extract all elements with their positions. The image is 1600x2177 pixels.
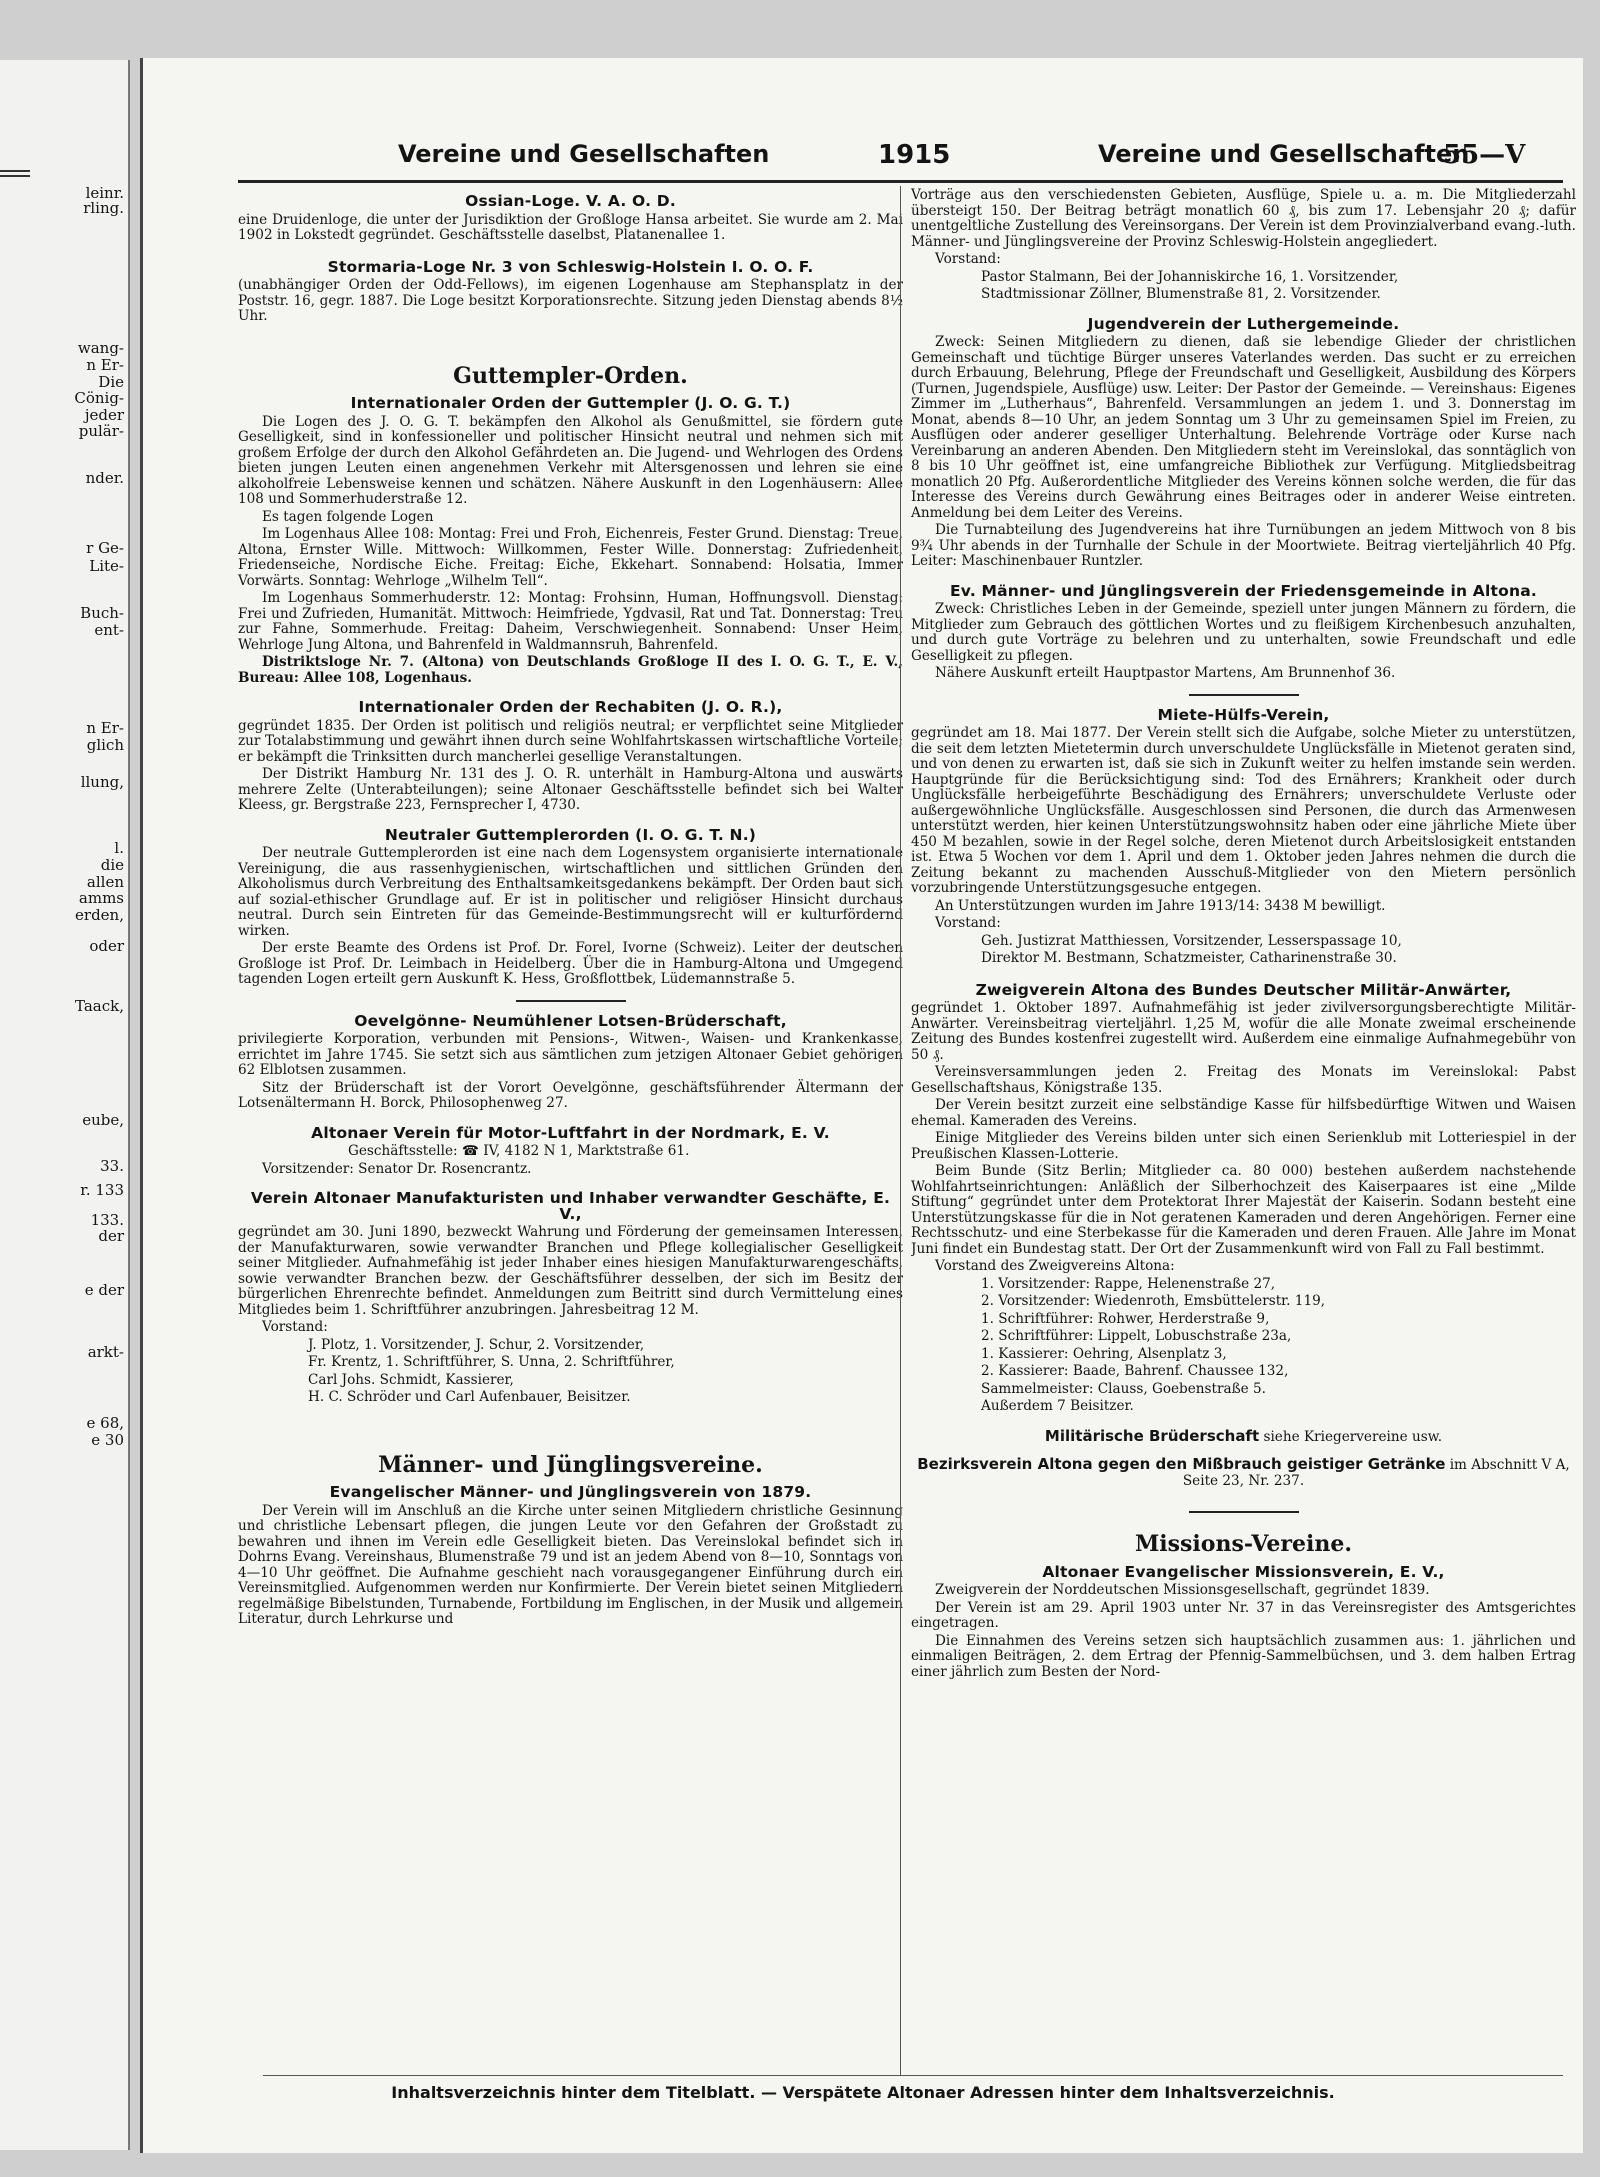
entry-text: 1. Schriftführer: Rohwer, Herderstraße 9,: [981, 1310, 1270, 1327]
entry-text: gegründet am 18. Mai 1877. Der Verein stellt sich die Aufgabe, solche Mieter zu unterstützen, die seit dem letzten Mietetermin durch unverschuldete Unglücksfälle in Mietenot geraten sind, und von denen zu erwarten ist, daß sie sich in Zukunft weiter zu helfen imstande sein werden. Hauptgründe für die Berücksichtigung sind: Tod des Ernährers; Krankheit oder durch Unglücksfälle herbeigeführte Beschädigung des Ernährers; unverschuldete Verluste oder außergewöhnliche Unglücksfälle. Ausgeschlossen sind Personen, die durch das Armenwesen unterstützt werden, hier keinen Unterstützungswohnsitz haben oder eine jährliche Miete über 450 M bezahlen, sowie in der Regel solche, deren Mietenot durch Arbeitslosigkeit entstanden ist. Etwa 5 Wochen vor dem 1. April und dem 1. Oktober jeden Jahres nehmen die durch die Zeitung bekannt zu machenden Ausschuß-Mitglieder von den Mietern persönlich vorzubringende Unterstützungsgesuche entgegen.: [911, 725, 1576, 896]
prev-page-fragment: Die: [98, 373, 124, 391]
prev-page-fragment: oder: [89, 937, 124, 955]
prev-page-fragment: r. 133: [80, 1181, 124, 1199]
prev-page-fragment: nder.: [85, 469, 124, 487]
entry-title-bezirk: Bezirksverein Altona gegen den Mißbrauch geistiger Getränke: [917, 1455, 1446, 1473]
prev-page-fragment: n Er-: [86, 719, 124, 737]
prev-page-fragment: llung,: [80, 773, 124, 791]
entry-title-iogt: Internationaler Orden der Guttempler (J. O. G. T.): [350, 394, 791, 412]
entry-text: Direktor M. Bestmann, Schatzmeister, Catharinenstraße 30.: [981, 950, 1397, 966]
entry-text: 2. Schriftführer: Lippelt, Lobuschstraße 23a,: [981, 1328, 1292, 1344]
entry-text: Außerdem 7 Beisitzer.: [981, 1398, 1134, 1414]
entry-text: Vorstand:: [262, 1319, 328, 1335]
entry-text: Geh. Justizrat Matthiessen, Vorsitzender, Lesserspassage 10,: [981, 932, 1402, 949]
entry-text: Zweck: Christliches Leben in der Gemeinde, speziell unter jungen Männern zu fördern, die Mitglieder zum Gebrauch des göttlichen Wortes und zu fleißigem Kirchenbesuch anzuhalten, und durch gute Vorträge zu belehren und zu unterhalten, sowie Freundschaft und edle Geselligkeit zu pflegen.: [911, 601, 1576, 664]
prev-page-rule: [0, 175, 30, 177]
prev-page-fragment: erden,: [75, 906, 124, 924]
entry-text: Vorstand:: [935, 915, 1001, 931]
section-heading-missions: Missions-Vereine.: [1134, 1531, 1353, 1557]
entry-title-iojr: Internationaler Orden der Rechabiten (J. O. R.),: [358, 698, 783, 716]
footer-rule: [263, 2075, 1563, 2076]
cross-reference-text: im Abschnitt V A, Seite 23, Nr. 237.: [1182, 1457, 1570, 1489]
prev-page-fragment: jeder: [84, 406, 124, 424]
prev-page-fragment: 133.: [90, 1211, 124, 1229]
entry-text: Sammelmeister: Clauss, Goebenstraße 5.: [981, 1380, 1267, 1397]
entry-text: Pastor Stalmann, Bei der Johanniskirche 16, 1. Vorsitzender,: [981, 268, 1399, 285]
entry-text: Zweck: Seinen Mitgliedern zu dienen, daß sie lebendige Glieder der christlichen Gemeinschaft und tüchtige Bürger unseres Vaterlandes werden. Das sucht er zu erreichen durch Erbauung, Belehrung, Pflege der Freundschaft und Geselligkeit, Ausbildung des Körpers (Turnen, Jugendspiele, Ausflüge) usw. Leiter: Der Pastor der Gemeinde. — Vereinshaus: Eigenes Zimmer im „Lutherhaus“, Bahrenfeld. Versammlungen an jedem 1. und 3. Donnerstag im Monat, abends 8—10 Uhr, an jedem Sonntag um 3 Uhr zu gemeinsamen Spiel im Freien, zu Ausflügen oder anderer geselliger Unterhaltung. Belehrende Vorträge oder Kurse nach Vereinbarung an anderen Abenden. Den Mitgliedern steht im Vereinslokal, das sonntäglich von 8 bis 10 Uhr geöffnet ist, eine umfangreiche Bibliothek zur Verfügung. Mitgliedsbeitrag monatlich 20 Pfg. Außerordentliche Mitglieder des Vereins können solche werden, die für das Interesse des Vereins durch Gewährung eines Beitrages oder in anderer Weise eintreten. Anmeldung bei dem Leiter des Vereins.: [911, 334, 1576, 521]
entry-text: Vorsitzender: Senator Dr. Rosencrantz.: [262, 1160, 532, 1177]
entry-text: gegründet am 30. Juni 1890, bezweckt Wahrung und Förderung der gemeinsamen Interessen, der Manufakturwaren, sowie verwandter Branchen und Pflege kollegialischer Geselligkeit seiner Mitglieder. Aufnahmefähig ist jeder Inhaber eines hiesigen Manufakturwarengeschäfts, sowie verwandter Branchen bezw. der Geschäftsführer desselben, der sich im Besitz der bürgerlichen Ehrenrechte befindet. Anmeldungen zum Beitritt sind durch Vermittelung eines Mitgliedes beim 1. Schriftführer anzubringen. Jahresbeitrag 12 M.: [238, 1224, 903, 1318]
entry-text: H. C. Schröder und Carl Aufenbauer, Beisitzer.: [308, 1389, 631, 1405]
prev-page-fragment: 33.: [100, 1157, 124, 1175]
entry-text: gegründet 1. Oktober 1897. Aufnahmefähig ist jeder zivilversorgungsberechtigte Militär-Anwärter. Vereinsbeitrag vierteljährl. 1,25 M, wofür die alle Monate zweimal erscheinende Zeitung des Bundes kostenfrei zugestellt wird. Außerdem eine einmalige Aufnahmegebühr von 50 ₰.: [911, 1000, 1576, 1063]
directory-page: [140, 58, 1583, 2153]
prev-page-fragment: e 68,: [86, 1414, 124, 1432]
entry-title-manufaktur: Verein Altonaer Manufakturisten und Inhaber verwandter Geschäfte, E. V.,: [250, 1189, 891, 1223]
prev-page-fragment: glich: [86, 736, 124, 754]
separator-rule: [1189, 1511, 1299, 1513]
entry-text: Zweigverein der Norddeutschen Missionsgesellschaft, gegründet 1839.: [935, 1582, 1430, 1598]
entry-text: Nähere Auskunft erteilt Hauptpastor Martens, Am Brunnenhof 36.: [935, 665, 1396, 681]
entry-text: privilegierte Korporation, verbunden mit Pensions-, Witwen-, Waisen- und Krankenkasse, errichtet im Jahre 1745. Sie setzt sich aus sämtlichen zum jetzigen Altonaer Gebiet gehörigen 62 Elblotsen zusammen.: [238, 1031, 903, 1078]
entry-title-luther: Jugendverein der Luthergemeinde.: [1087, 314, 1400, 333]
entry-text: eine Druidenloge, die unter der Jurisdiktion der Großloge Hansa arbeitet. Sie wurde am 2. Mai 1902 in Lokstedt gegründet. Geschäftsstelle daselbst, Platanenallee 1.: [238, 211, 903, 243]
running-head: [143, 140, 1583, 180]
entry-text: Der Verein ist am 29. April 1903 unter Nr. 37 in das Vereinsregister des Amtsgerichtes eingetragen.: [911, 1599, 1576, 1631]
entry-title-motor: Altonaer Verein für Motor-Luftfahrt in der Nordmark, E. V.: [311, 1123, 830, 1142]
cross-reference-bezirk: [911, 1457, 1576, 1489]
prev-page-fragment: Lite-: [89, 557, 124, 575]
column-divider: [900, 186, 901, 2076]
footer-note: Inhaltsverzeichnis hinter dem Titelblatt. — Verspätete Altonaer Adressen hinter dem Inhaltsverzeichnis.: [391, 2083, 1335, 2102]
prev-page-fragment: e der: [84, 1281, 124, 1299]
entry-text: Sitz der Brüderschaft ist der Vorort Oevelgönne, geschäftsführender Ältermann der Lotsenältermann H. Borck, Philosophenweg 27.: [238, 1079, 903, 1111]
prev-page-fragment: Taack,: [75, 997, 124, 1015]
entry-text: Der Verein will im Anschluß an die Kirche unter seinen Mitgliedern christliche Gesinnung und christliche Lebensart pflegen, die jungen Leute vor den Gefahren der Großstadt zu bewahren und ihnen im Verein edle Geselligkeit bieten. Das Vereinslokal befindet sich in Dohrns Evang. Vereinshaus, Blumenstraße 79 und ist an jedem Abend von 8—10, Sonntags von 4—10 Uhr geöffnet. Die Aufnahme geschieht nach vorausgegangener Einführung durch ein Vereinsmitglied. Aufgenommen werden nur Konfirmierte. Der Verein bietet seinen Mitgliedern regelmäßige Bibelstunden, Turnabende, Fortbildung im Englischen, in der Musik und allgemein Literatur, durch Lehrkurse und: [238, 1502, 903, 1627]
header-left: Vereine und Gesellschaften: [398, 140, 770, 168]
entry-text: Der neutrale Guttemplerorden ist eine nach dem Logensystem organisierte internationale Vereinigung, die aus rassenhygienischen, wirtschaftlichen und sittlichen Gründen den Alkoholismus durch Verbreitung des Enthaltsamkeitsgedankens bekämpft. Der Orden baut sich auf sozial-ethischer Grundlage auf. Er ist in politischer und religiöser Hinsicht durchaus neutral. Durch sein Eintreten für das Gemeinde-Bestimmungsrecht will er kulturfördernd wirken.: [238, 845, 903, 939]
prev-page-fragment: arkt-: [87, 1343, 124, 1361]
entry-title-militaer: Zweigverein Altona des Bundes Deutscher Militär-Anwärter,: [975, 980, 1512, 999]
header-year: 1915: [878, 140, 951, 170]
entry-title-ossian: Ossian-Loge. V. A. O. D.: [465, 192, 676, 210]
entry-text: Vorstand:: [935, 251, 1001, 267]
prev-page-fragment: eube,: [82, 1111, 124, 1129]
entry-title-brueder: Militärische Brüderschaft: [1044, 1426, 1260, 1445]
entry-text: Vereinsversammlungen jeden 2. Freitag des Monats im Vereinslokal: Pabst Gesellschaftshaus, Königstraße 135.: [911, 1064, 1576, 1096]
entry-title-stormaria: Stormaria-Loge Nr. 3 von Schleswig-Holstein I. O. O. F.: [327, 257, 814, 276]
entry-text: Der Verein besitzt zurzeit eine selbständige Kasse für hilfsbedürftige Witwen und Waisen ehemal. Kameraden des Vereins.: [911, 1097, 1576, 1129]
entry-text: Der Distrikt Hamburg Nr. 131 des J. O. R. unterhält in Hamburg-Altona und auswärts mehrere Zelte (Unterabteilungen); seine Altonaer Geschäftsstelle befindet sich bei Walter Kleess, gr. Bergstraße 223, Fernsprecher I, 4730.: [238, 766, 903, 813]
entry-text: gegründet 1835. Der Orden ist politisch und religiös neutral; er verpflichtet seine Mitglieder zur Totalabstimmung und gewährt ihnen durch seine Wohlfahrtskassen wirtschaftliche Vorteile; er bekämpft die Trinksitten durch mancherlei gesellige Veranstaltungen.: [238, 717, 903, 765]
section-heading-maenner: Männer- und Jünglingsvereine.: [378, 1451, 763, 1478]
prev-page-fragment: n Er-: [86, 356, 124, 374]
entry-text: Vorträge aus den verschiedensten Gebieten, Ausflüge, Spiele u. a. m. Die Mitgliederzahl übersteigt 150. Der Beitrag beträgt monatlich 60 ₰, bis zum 17. Lebensjahr 20 ₰; dafür unentgeltliche Zustellung des Vereinsorgans. Der Verein ist dem Provinzialverband evang.-luth. Männer- und Jünglingsvereine der Provinz Schleswig-Holstein angegliedert.: [911, 188, 1576, 250]
cross-reference-text: siehe Kriegervereine usw.: [1263, 1428, 1443, 1445]
entry-text: Einige Mitglieder des Vereins bilden unter sich einen Serienklub mit Lotteriespiel in der Preußischen Klassen-Lotterie.: [911, 1130, 1576, 1162]
entry-text: Die Einnahmen des Vereins setzen sich hauptsächlich zusammen aus: 1. jährlichen und einmaligen Beiträgen, 2. dem Ertrag der Pfennig-Sammelbüchsen, und 3. dem halben Ertrag einer jährlich zum Besten der Nord-: [911, 1632, 1576, 1680]
entry-title-frieden: Ev. Männer- und Jünglingsverein der Friedensgemeinde in Altona.: [950, 581, 1537, 600]
right-column: [911, 188, 1576, 2078]
prev-page-fragment: leinr.: [85, 184, 124, 202]
prev-page-fragment: rling.: [83, 199, 124, 217]
entry-text: Stadtmissionar Zöllner, Blumenstraße 81, 2. Vorsitzender.: [981, 286, 1381, 302]
prev-page-fragment: wang-: [77, 339, 124, 357]
section-heading-guttempler: Guttempler-Orden.: [453, 362, 688, 389]
prev-page-fragment: amms: [78, 889, 124, 907]
prev-page-rule: [0, 170, 30, 172]
header-rule: [238, 180, 1563, 183]
prev-page-fragment: e 30: [91, 1431, 124, 1449]
prev-page-fragment: r Ge-: [86, 539, 124, 557]
entry-text: Im Logenhaus Sommerhuderstr. 12: Montag: Frohsinn, Human, Hoffnungsvoll. Dienstag: Frei und Zufrieden, Humanität. Mittwoch: Heimfriede, Ygdvasil, Rat und Tat. Donnerstag: Treu zur Fahne, Sommerhude. Freitag: Daheim, Verschwiegenheit. Sonnabend: Unser Heim, Wehrloge Jung Altona, und Bahrenfeld in Waldmannsruh, Bahrenfeld.: [238, 590, 903, 653]
separator-rule: [1189, 694, 1299, 696]
entry-title-iogtn: Neutraler Guttemplerorden (I. O. G. T. N.): [384, 825, 757, 844]
entry-text: Carl Johs. Schmidt, Kassierer,: [308, 1371, 514, 1388]
header-right: Vereine und Gesellschaften: [1098, 140, 1470, 168]
entry-text: (unabhängiger Orden der Odd-Fellows), im eigenen Logenhause am Stephansplatz in der Poststr. 16, gegr. 1887. Die Loge besitzt Korporationsrechte. Sitzung jeden Dienstag abends 8½ Uhr.: [238, 277, 903, 324]
page-number: 55—V: [1443, 140, 1526, 170]
entry-title-evj1879: Evangelischer Männer- und Jünglingsverein von 1879.: [329, 1483, 812, 1501]
entry-text: 2. Kassierer: Baade, Bahrenf. Chaussee 132,: [981, 1363, 1289, 1379]
entry-text: Die Logen des J. O. G. T. bekämpfen den Alkohol als Genußmittel, sie fördern gute Geselligkeit, sind in konfessioneller und politischer Hinsicht neutral und nehmen sich mit großem Erfolge der durch den Alkohol Gefährdeten an. Die Jugend- und Wehrlogen des Ordens bieten jungen Leuten einen angenehmen Verkehr mit Altersgenossen und lehren sie eine alkoholfreie Lebensweise kennen und schätzen. Nähere Auskunft in den Logenhäusern: Allee 108 und Sommerhuderstraße 12.: [238, 413, 903, 507]
prev-page-fragment: ent-: [94, 621, 124, 639]
cross-reference-brueder: [911, 1426, 1576, 1446]
entry-text: 2. Vorsitzender: Wiedenroth, Emsbüttelerstr. 119,: [981, 1293, 1326, 1309]
entry-text: Geschäftsstelle: ☎ IV, 4182 N 1, Marktstraße 61.: [348, 1143, 690, 1159]
entry-text: J. Plotz, 1. Vorsitzender, J. Schur, 2. Vorsitzender,: [308, 1336, 645, 1353]
entry-title-miete: Miete-Hülfs-Verein,: [1157, 705, 1330, 724]
prev-page-fragment: l.: [114, 839, 124, 857]
entry-title-lotsen: Oevelgönne- Neumühlener Lotsen-Brüderschaft,: [354, 1011, 787, 1030]
prev-page-fragment: Cönig-: [74, 389, 124, 407]
entry-text: Distriktsloge Nr. 7. (Altona) von Deutschlands Großloge II des I. O. G. T., E. V., Bureau: Allee 108, Logenhaus.: [238, 654, 903, 686]
left-column: [238, 188, 903, 2078]
entry-text: 1. Kassierer: Oehring, Alsenplatz 3,: [981, 1345, 1227, 1362]
entry-text: Beim Bunde (Sitz Berlin; Mitglieder ca. 80 000) bestehen außerdem nachstehende Wohlfahrtseinrichtungen: Anläßlich der Silberhochzeit des Kaiserpaares ist eine „Milde Stiftung“ gegründet unter dem Protektorat Ihrer Majestät der Kaiserin. Sodann besteht eine Unterstützungskasse für die in Not geratenen Kameraden und deren Angehörigen. Ferner eine Rechtsschutz- und eine Sterbekasse für die Kameraden und deren Frauen. Alle Jahre im Monat Juni findet ein Bundestag statt. Der Ort der Zusammenkunft wird von Fall zu Fall bestimmt.: [911, 1163, 1576, 1257]
prev-page-fragment: pulär-: [78, 422, 124, 440]
entry-text: Es tagen folgende Logen: [262, 508, 434, 525]
entry-text: Fr. Krentz, 1. Schriftführer, S. Unna, 2. Schriftführer,: [308, 1354, 675, 1370]
entry-text: 1. Vorsitzender: Rappe, Helenenstraße 27,: [981, 1275, 1276, 1292]
entry-text: Die Turnabteilung des Jugendvereins hat ihre Turnübungen an jedem Mittwoch von 8 bis 9¾ Uhr abends in der Turnhalle der Schule in der Moortwiete. Beitrag vierteljährlich 40 Pfg. Leiter: Maschinenbauer Runtzler.: [911, 522, 1576, 569]
entry-text: Vorstand des Zweigvereins Altona:: [935, 1258, 1175, 1274]
entry-text: Der erste Beamte des Ordens ist Prof. Dr. Forel, Ivorne (Schweiz). Leiter der deutschen Großloge ist Prof. Dr. Leimbach in Heidelberg. Über die in Hamburg-Altona und Umgegend tagenden Logen erteilt gern Auskunft K. Hess, Großflottbek, Lüdemannstraße 5.: [238, 940, 903, 987]
entry-text: An Unterstützungen wurden im Jahre 1913/14: 3438 M bewilligt.: [935, 897, 1386, 914]
prev-page-fragment: der: [98, 1227, 124, 1245]
entry-text: Im Logenhaus Allee 108: Montag: Frei und Froh, Eichenreis, Fester Grund. Dienstag: Treue, Altona, Ernster Wille. Mittwoch: Willkommen, Fester Wille. Donnerstag: Zufriedenheit, Friedenseiche, Nordische Eiche. Freitag: Eiche, Ekkehart. Sonnabend: Holsatia, Immer Vorwärts. Sonntag: Wehrloge „Wilhelm Tell“.: [238, 526, 903, 589]
prev-page-fragment: allen: [86, 873, 124, 891]
prev-page-fragment: die: [100, 856, 124, 874]
separator-rule: [516, 1000, 626, 1002]
prev-page-fragment: Buch-: [80, 604, 124, 622]
entry-title-mission: Altonaer Evangelischer Missionsverein, E. V.,: [1042, 1562, 1445, 1581]
previous-page-edge: [0, 60, 130, 2150]
